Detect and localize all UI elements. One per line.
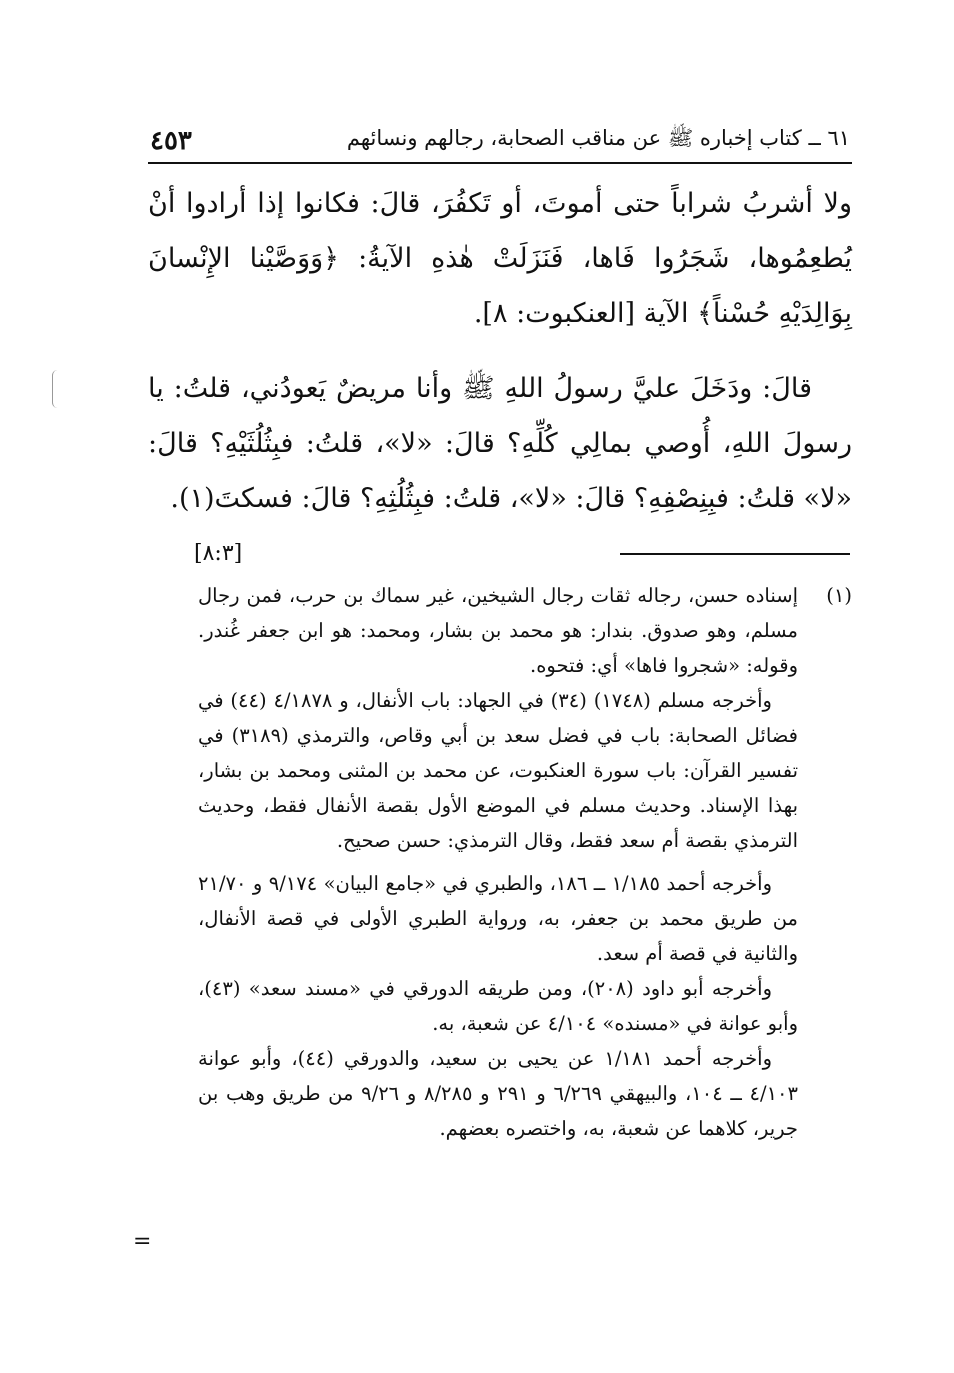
- footnote-paragraph: إسناده حسن، رجاله ثقات رجال الشيخين، غير سماك بن حرب، فمن رجال مسلم، وهو صدوق. بندار: هو محمد بن بشار، ومحمد: هو ابن جعفر غُندر. وقوله: «شجروا فاها» أي: فتحوه.: [198, 584, 798, 677]
- page-number: ٤٥٣: [150, 126, 192, 156]
- continuation-mark: =: [133, 1229, 152, 1254]
- main-paragraph: [148, 361, 852, 566]
- footnote: [150, 578, 852, 1146]
- footnote-number: (١): [826, 584, 852, 607]
- margin-mark: [52, 370, 63, 408]
- reference-tag: [٨:٣]: [194, 541, 243, 566]
- footnote-rule: [620, 553, 850, 555]
- footnote-paragraph: وأخرجه أبو داود (٢٠٨)، ومن طريقه الدورقي في «مسند سعد» (٤٣)، وأبو عوانة في «مسنده» ٤/١٠٤ عن شعبة، به.: [198, 977, 798, 1035]
- main-paragraph-text: قالَ: ودَخَلَ عليَّ رسولُ اللهِ ﷺ وأنا مريضٌ يَعودُني، قلتُ: يا رسولَ اللهِ، أُوصي بمالِي كُلِّهِ؟ قالَ: «لا»، قلتُ: فبِثُلُثَيْهِ؟ قالَ: «لا» قلتُ: فبِنِصْفِهِ؟ قالَ: «لا»، قلتُ: فبِثُلُثِهِ؟ قالَ: فسكتَ(١).: [148, 373, 852, 514]
- footnote-paragraph: وأخرجه مسلم (١٧٤٨) (٣٤) في الجهاد: باب الأنفال، و ٤/١٨٧٨ (٤٤) في فضائل الصحابة: باب في فضل سعد بن أبي وقاص، والترمذي (٣١٨٩) في تفسير القرآن: باب سورة العنكبوت، عن محمد بن المثنى ومحمد بن بشار، بهذا الإسناد. وحديث مسلم في الموضع الأول بقصة الأنفال فقط، وحديث الترمذي بقصة أم سعد فقط، وقال الترمذي: حسن صحيح.: [198, 689, 798, 852]
- header-rule: [148, 162, 852, 164]
- footnote-body: [198, 578, 798, 1146]
- footnotes: [150, 578, 852, 1146]
- footnote-paragraph: وأخرجه أحمد ١/١٨١ عن يحيى بن سعيد، والدورقي (٤٤)، وأبو عوانة ٤/١٠٣ ــ ١٠٤، والبيهقي ٦/٢٦٩ و ٢٩١ و ٨/٢٨٥ و ٩/٢٦ من طريق وهب بن جرير، كلاهما عن شعبة، به، واختصره بعضهم.: [198, 1047, 798, 1140]
- footnote-paragraph: وأخرجه أحمد ١/١٨٥ ــ ١٨٦، والطبري في «جامع البيان» ٩/١٧٤ و ٢١/٧٠ من طريق محمد بن جعفر، به، ورواية الطبري الأولى في قصة الأنفال، والثانية في قصة أم سعد.: [198, 872, 798, 965]
- main-paragraph: ولا أشربُ شراباً حتى أموتَ، أو تَكفُرَ، قالَ: فكانوا إذا أرادوا أنْ يُطعِمُوها، شَجَرُوا فَاها، فَنَزَلَتْ هٰذهِ الآيةُ: ﴿وَوَصَّيْنا الإِنْسانَ بِوَالِدَيْهِ حُسْناً﴾ الآية [العنكبوت: ٨].: [148, 188, 852, 329]
- main-text: [148, 176, 852, 581]
- running-header-title: ٦١ ــ كتاب إخباره ﷺ عن مناقب الصحابة، رجالهم ونسائهم: [346, 126, 850, 150]
- page-header: [150, 112, 850, 156]
